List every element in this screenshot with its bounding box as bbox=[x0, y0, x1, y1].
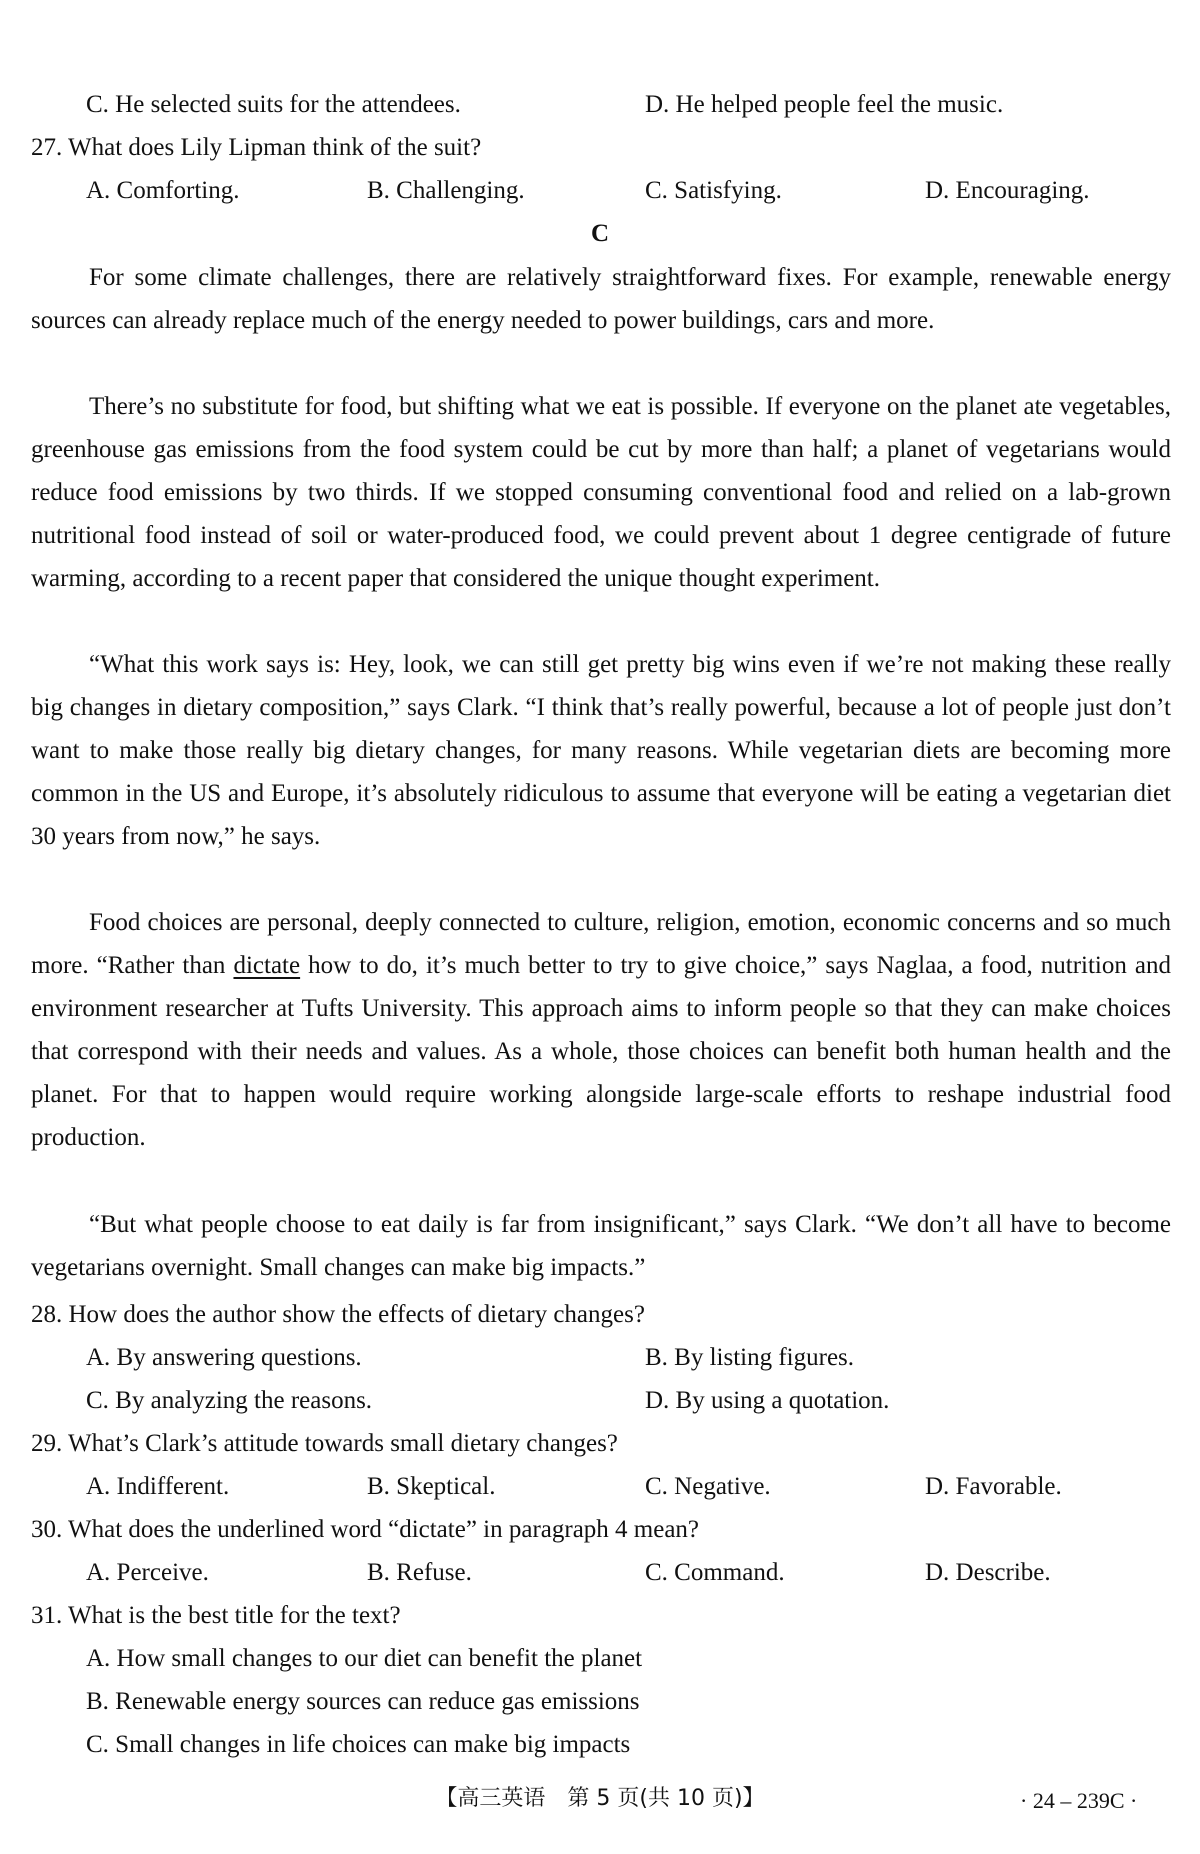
q30-option-a: A. Perceive. bbox=[86, 1559, 209, 1586]
section-heading: C bbox=[590, 220, 610, 247]
q28-stem: 28. How does the author show the effects of dietary changes? bbox=[31, 1301, 645, 1328]
q31-option-b: B. Renewable energy sources can reduce gas emissions bbox=[86, 1688, 640, 1715]
q31-option-a: A. How small changes to our diet can benefit the planet bbox=[86, 1645, 643, 1672]
q26-option-d: D. He helped people feel the music. bbox=[645, 91, 1004, 118]
q28-option-c: C. By analyzing the reasons. bbox=[86, 1387, 373, 1414]
q31-option-c: C. Small changes in life choices can make big impacts bbox=[86, 1731, 631, 1758]
passage-paragraph-5: “But what people choose to eat daily is far from insignificant,” says Clark. “We don’t all have to become vegetarians overnight. Small changes can make big impacts.” bbox=[31, 1211, 1171, 1281]
q27-option-a: A. Comforting. bbox=[86, 177, 240, 204]
q27-option-d: D. Encouraging. bbox=[925, 177, 1090, 204]
q30-stem: 30. What does the underlined word “dictate” in paragraph 4 mean? bbox=[31, 1516, 700, 1543]
q30-option-d: D. Describe. bbox=[925, 1559, 1051, 1586]
q30-option-b: B. Refuse. bbox=[367, 1559, 472, 1586]
q27-stem: 27. What does Lily Lipman think of the suit? bbox=[31, 134, 482, 161]
page-footer: 【高三英语 第 5 页(共 10 页)】 bbox=[435, 1786, 765, 1811]
q29-stem: 29. What’s Clark’s attitude towards small dietary changes? bbox=[31, 1430, 618, 1457]
q28-option-d: D. By using a quotation. bbox=[645, 1387, 890, 1414]
q30-option-c: C. Command. bbox=[645, 1559, 785, 1586]
q26-option-c: C. He selected suits for the attendees. bbox=[86, 91, 461, 118]
paragraph-4-text-after: how to do, it’s much better to try to give choice,” says Naglaa, a food, nutrition and environment researcher at Tufts University. This approach aims to inform people so that they can make choices that correspond with their needs and values. As a whole, those choices can benefit both human health and the planet. For that to happen would require working alongside large-scale efforts to reshape industrial food production. bbox=[31, 952, 1171, 1151]
q31-stem: 31. What is the best title for the text? bbox=[31, 1602, 401, 1629]
q29-option-c: C. Negative. bbox=[645, 1473, 771, 1500]
q28-option-b: B. By listing figures. bbox=[645, 1344, 855, 1371]
exam-code: · 24 – 239C · bbox=[1020, 1788, 1138, 1813]
q29-option-d: D. Favorable. bbox=[925, 1473, 1062, 1500]
q28-option-a: A. By answering questions. bbox=[86, 1344, 362, 1371]
passage-paragraph-4 bbox=[31, 901, 1171, 1159]
q29-option-a: A. Indifferent. bbox=[86, 1473, 230, 1500]
passage-paragraph-1: For some climate challenges, there are relatively straightforward fixes. For example, renewable energy sources can already replace much of the energy needed to power buildings, cars and more. bbox=[31, 264, 1171, 334]
q29-option-b: B. Skeptical. bbox=[367, 1473, 496, 1500]
passage-paragraph-2: There’s no substitute for food, but shifting what we eat is possible. If everyone on the planet ate vegetables, greenhouse gas emissions from the food system could be cut by more than half; a planet of vegetarians would reduce food emissions by two thirds. If we stopped consuming conventional food and relied on a lab-grown nutritional food instead of soil or water-produced food, we could prevent about 1 degree centigrade of future warming, according to a recent paper that considered the unique thought experiment. bbox=[31, 393, 1171, 592]
underlined-word-dictate: dictate bbox=[233, 952, 301, 979]
q27-option-c: C. Satisfying. bbox=[645, 177, 782, 204]
q27-option-b: B. Challenging. bbox=[367, 177, 525, 204]
paragraph-4-text-before: Food choices are personal, deeply connected to culture, religion, emotion, economic concerns and so much more. “Rather than bbox=[31, 909, 1171, 979]
passage-paragraph-3: “What this work says is: Hey, look, we can still get pretty big wins even if we’re not making these really big changes in dietary composition,” says Clark. “I think that’s really powerful, because a lot of people just don’t want to make those really big dietary changes, for many reasons. While vegetarian diets are becoming more common in the US and Europe, it’s absolutely ridiculous to assume that everyone will be eating a vegetarian diet 30 years from now,” he says. bbox=[31, 651, 1171, 850]
